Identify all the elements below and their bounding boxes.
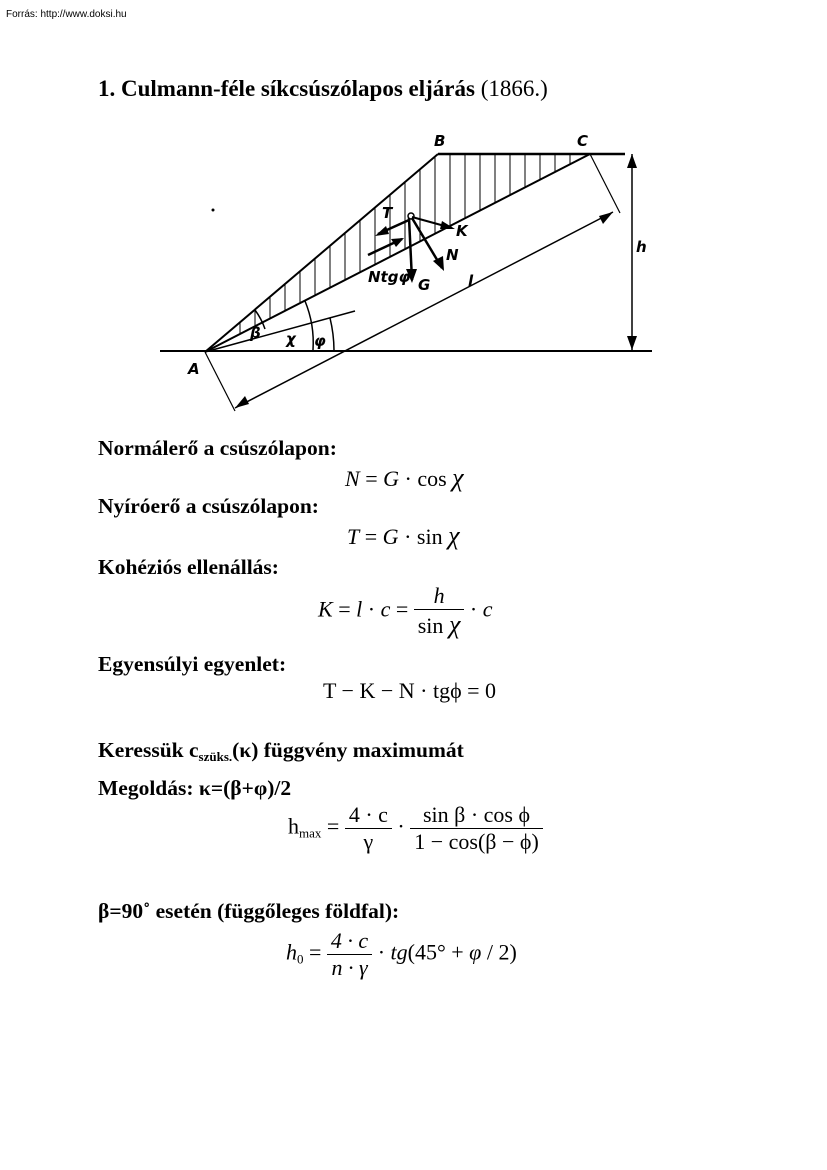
eq-n-dot: · bbox=[399, 466, 418, 491]
eq-hmax-frac2 bbox=[410, 802, 543, 855]
equation-normal-force bbox=[345, 463, 464, 493]
eq-h0-equals: = bbox=[303, 939, 327, 965]
h-arrow-top bbox=[627, 154, 637, 168]
eq-k-c: c bbox=[380, 596, 391, 622]
eq-k-fraction bbox=[414, 583, 465, 640]
eq-h0-tg: tg bbox=[390, 939, 408, 965]
equation-hmax bbox=[288, 802, 543, 855]
shear-arrowhead bbox=[375, 226, 389, 236]
eq-n-chi: χ bbox=[452, 463, 464, 492]
eq-k-dot2: · bbox=[464, 596, 483, 622]
equation-shear-force bbox=[347, 521, 460, 551]
eq-hmax-f1-num: 4 · c bbox=[348, 802, 388, 827]
heading-cohesion: Kohéziós ellenállás: bbox=[98, 555, 279, 579]
heading-solution: Megoldás: κ=(β+φ)/2 bbox=[98, 776, 292, 800]
label-l: l bbox=[468, 272, 474, 290]
label-ntgphi: Ntgφ bbox=[368, 268, 411, 286]
eq-h0-frac bbox=[327, 928, 372, 981]
eq-n-cos: cos bbox=[417, 466, 453, 491]
eq-k-c2: c bbox=[482, 596, 493, 622]
eq-h0-dot: · bbox=[372, 939, 391, 965]
heading-normal-force: Normálerő a csúszólapon: bbox=[98, 436, 337, 460]
label-a: A bbox=[188, 360, 200, 378]
eq-n-lhs: N bbox=[345, 466, 360, 491]
eq-t-g: G bbox=[382, 524, 399, 549]
normal-arrowhead bbox=[433, 256, 444, 271]
l-arrow-a bbox=[235, 396, 249, 408]
label-g: G bbox=[418, 276, 431, 294]
eq-t-sin: sin bbox=[416, 524, 449, 549]
eq-hmax-equals: = bbox=[321, 813, 345, 839]
label-h: h bbox=[636, 238, 647, 256]
search-post: (κ) függvény maximumát bbox=[232, 738, 464, 762]
eq-t-dot: · bbox=[398, 524, 417, 549]
eq-t-equals: = bbox=[359, 524, 383, 549]
label-chi: χ bbox=[286, 330, 296, 348]
eq-k-eq2: = bbox=[390, 596, 414, 622]
eq-hmax-f1-den: γ bbox=[345, 828, 392, 855]
eq-k-den bbox=[414, 609, 465, 640]
heading-equilibrium: Egyensúlyi egyenlet: bbox=[98, 652, 287, 676]
eq-h0-den: n · γ bbox=[327, 954, 372, 981]
eq-hmax-f2-den: 1 − cos(β − ϕ) bbox=[410, 828, 543, 855]
eq-h0-h: h bbox=[286, 939, 297, 965]
l-dimension-line bbox=[235, 212, 613, 408]
label-n: N bbox=[446, 246, 459, 264]
l-ext-c bbox=[590, 154, 620, 213]
eq-h0-phi: φ bbox=[469, 939, 482, 965]
eq-h0-rest: (45° + bbox=[407, 939, 470, 965]
eq-k-num: h bbox=[433, 583, 445, 608]
eq-n-equals: = bbox=[359, 466, 384, 491]
eq-k-l: l bbox=[356, 596, 363, 622]
stray-dot bbox=[212, 209, 215, 212]
label-c: C bbox=[577, 132, 589, 150]
search-pre: Keressük c bbox=[98, 738, 199, 762]
eq-n-g: G bbox=[383, 466, 399, 491]
eq-k-den-sin: sin bbox=[417, 613, 449, 638]
chi-arc bbox=[305, 301, 313, 350]
eq-hmax-f2-num: sin β · cos ϕ bbox=[422, 802, 531, 827]
eq-t-lhs: T bbox=[347, 524, 360, 549]
eq-hmax-sub: max bbox=[299, 825, 322, 841]
page-title bbox=[98, 76, 548, 102]
heading-search-max bbox=[98, 738, 464, 765]
eq-t-chi: χ bbox=[448, 521, 460, 550]
equation-cohesion bbox=[318, 583, 492, 640]
eq-hmax-h: h bbox=[288, 813, 299, 839]
culmann-diagram bbox=[150, 128, 660, 428]
h-arrow-bottom bbox=[627, 336, 637, 350]
heading-shear-force: Nyíróerő a csúszólapon: bbox=[98, 494, 319, 518]
eq-k-lhs: K bbox=[318, 596, 333, 622]
title-year: (1866.) bbox=[480, 76, 548, 101]
eq-k-eq1: = bbox=[332, 596, 357, 622]
label-phi: φ bbox=[314, 332, 326, 350]
eq-k-dot: · bbox=[362, 596, 381, 622]
eq-h0-sub: 0 bbox=[297, 951, 304, 967]
source-url: Forrás: http://www.doksi.hu bbox=[6, 9, 127, 20]
eq-k-den-chi: χ bbox=[448, 610, 461, 639]
eq-h0-end: / 2) bbox=[481, 939, 517, 965]
label-beta: β bbox=[250, 324, 261, 342]
title-text: 1. Culmann-féle síkcsúszólapos eljárás bbox=[98, 76, 475, 101]
eq-hmax-dot: · bbox=[391, 813, 411, 839]
equation-h0 bbox=[286, 928, 517, 981]
eq-h0-num: 4 · c bbox=[330, 928, 369, 953]
heading-vertical-wall: β=90˚ esetén (függőleges földfal): bbox=[98, 899, 400, 923]
eq-hmax-frac1 bbox=[345, 802, 392, 855]
label-t: T bbox=[382, 204, 393, 222]
label-k: K bbox=[456, 222, 468, 240]
search-sub: szüks. bbox=[198, 749, 233, 764]
l-ext-a bbox=[205, 352, 235, 411]
equation-equilibrium: T − K − N · tgϕ = 0 bbox=[323, 678, 497, 703]
l-arrow-c bbox=[599, 212, 613, 224]
label-b: B bbox=[434, 132, 446, 150]
phi-arc bbox=[330, 318, 334, 350]
